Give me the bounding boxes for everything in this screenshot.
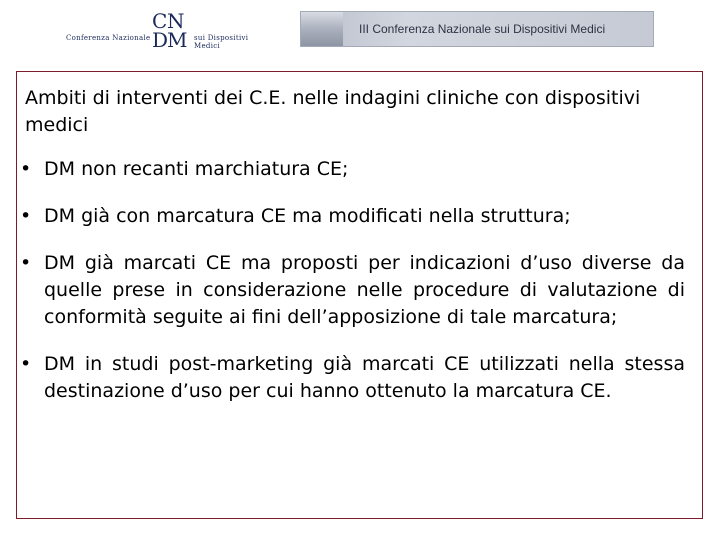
conference-banner: [300, 11, 654, 47]
list-item: [20, 203, 685, 230]
bullet-dot-icon: •: [20, 252, 32, 274]
bullet-text: DM non recanti marchiatura CE;: [44, 158, 349, 180]
bullet-dot-icon: •: [20, 353, 32, 375]
bullet-text: DM in studi post-marketing già marcati CE utilizzati nella stessa destinazione d’uso per cui hanno ottenuto la marcatura CE.: [44, 353, 685, 402]
bullet-text: DM già con marcatura CE ma modificati nella struttura;: [44, 205, 571, 227]
slide-title: Ambiti di interventi dei C.E. nelle indagini cliniche con dispositivi medici: [25, 87, 641, 136]
header: [0, 0, 720, 60]
svg-text:D: D: [152, 28, 169, 50]
conference-logo: [66, 10, 276, 50]
bullet-dot-icon: •: [20, 158, 32, 180]
svg-text:M: M: [167, 28, 188, 50]
list-item: [20, 351, 685, 405]
list-item: [20, 156, 685, 183]
svg-text:C: C: [152, 10, 168, 33]
cndm-logo-icon: [150, 10, 190, 50]
bullet-text: DM già marcati CE ma proposti per indicazioni d’uso diverse da quelle prese in considerazione nelle procedure di valutazione di conformità seguite ai fini dell’apposizione di tale marcatura;: [44, 252, 685, 328]
bullet-list: [20, 156, 685, 419]
logo-text-dispositivi: sui Dispositivi Medici: [194, 34, 249, 50]
bullet-dot-icon: •: [20, 205, 32, 227]
logo-text-conferenza: Conferenza Nazionale: [66, 34, 151, 42]
banner-image: [301, 12, 343, 46]
banner-title: III Conferenza Nazionale sui Dispositivi Medici: [359, 22, 606, 36]
list-item: [20, 250, 685, 331]
svg-text:N: N: [167, 10, 185, 33]
